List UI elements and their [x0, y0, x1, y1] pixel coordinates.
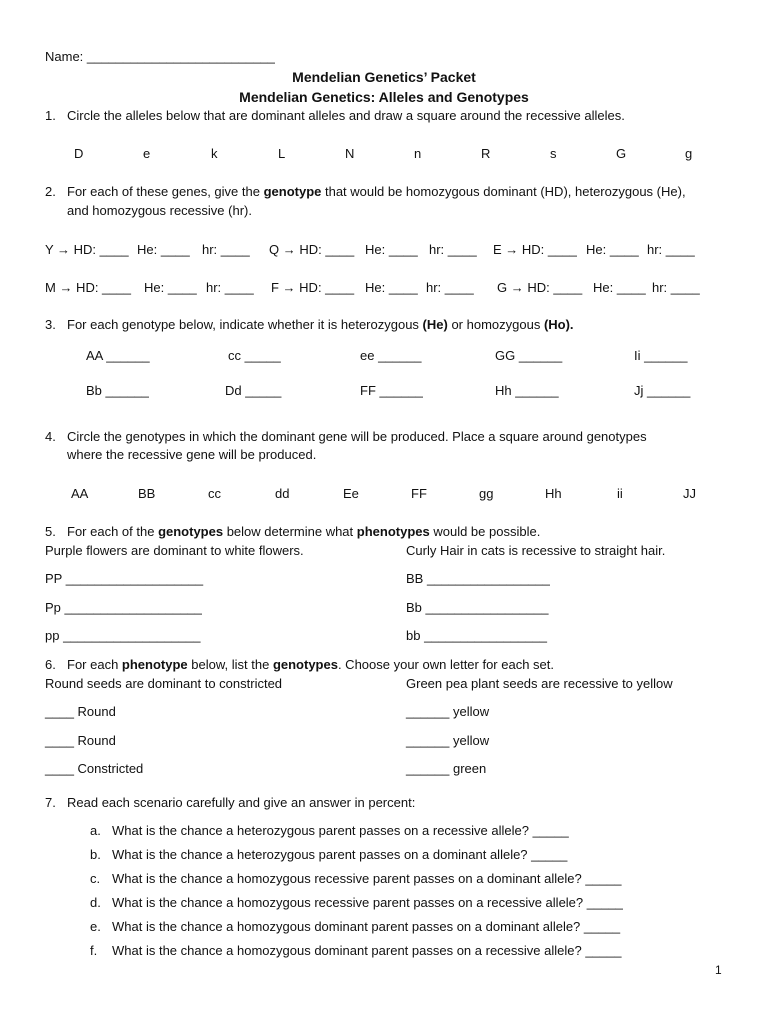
q7-item[interactable]: What is the chance a heterozygous parent passes on a recessive allele? _____ [112, 823, 569, 838]
q4-text-line2: where the recessive gene will be produced. [67, 447, 317, 462]
q3-bold-he: (He) [422, 317, 448, 332]
q3-text-a: For each genotype below, indicate whether it is heterozygous [67, 317, 423, 332]
q3-bold-ho: (Ho). [543, 317, 574, 332]
q2-text-b: that would be homozygous dominant (HD), heterozygous (He), [321, 184, 686, 199]
q2-blank[interactable]: hr: ____ [202, 242, 250, 257]
q1-number: 1. [45, 108, 56, 123]
packet-title: Mendelian Genetics’ Packet [292, 69, 476, 85]
allele[interactable]: n [414, 146, 422, 161]
q3-blank[interactable]: AA ______ [86, 348, 150, 363]
q4-number: 4. [45, 429, 56, 444]
allele[interactable]: D [74, 146, 84, 161]
q6-text-c: . Choose your own letter for each set. [337, 657, 555, 672]
section-title: Mendelian Genetics: Alleles and Genotypes [239, 89, 529, 105]
q5-left-item[interactable]: pp ___________________ [45, 628, 201, 643]
q3-blank[interactable]: Dd _____ [225, 383, 282, 398]
page-number: 1 [715, 963, 722, 977]
q3-row1 [0, 348, 768, 364]
q2-row2 [0, 280, 768, 296]
q2-blank[interactable]: Y → HD: ____ [45, 242, 129, 257]
q2-blank[interactable]: He: ____ [137, 242, 190, 257]
q7-item[interactable]: What is the chance a heterozygous parent passes on a dominant allele? _____ [112, 847, 568, 862]
q5-text-b: below determine what [223, 524, 357, 539]
genotype[interactable]: JJ [683, 486, 696, 501]
q5-right-item[interactable]: Bb _________________ [406, 600, 549, 615]
q3-blank[interactable]: GG ______ [495, 348, 563, 363]
q2-blank[interactable]: Q → HD: ____ [269, 242, 355, 257]
q6-number: 6. [45, 657, 56, 672]
q6-bold-genotypes: genotypes [272, 657, 338, 672]
genotype[interactable]: gg [479, 486, 494, 501]
q7-item-letter: f. [90, 943, 98, 958]
q2-text [67, 184, 686, 200]
q2-blank[interactable]: He: ____ [365, 242, 418, 257]
q2-blank[interactable]: hr: ____ [647, 242, 695, 257]
q6-bold-phenotype: phenotype [121, 657, 188, 672]
q6-text [67, 657, 554, 673]
q5-right-item[interactable]: BB _________________ [406, 571, 550, 586]
q2-text-a: For each of these genes, give the [67, 184, 264, 199]
q5-left-item[interactable]: PP ___________________ [45, 571, 204, 586]
allele[interactable]: G [616, 146, 627, 161]
q1-allele-row [0, 146, 768, 162]
q3-blank[interactable]: FF ______ [360, 383, 423, 398]
q6-left-item[interactable]: ____ Constricted [45, 761, 144, 776]
q2-blank[interactable]: He: ____ [365, 280, 418, 295]
q5-bold-genotypes: genotypes [158, 524, 224, 539]
q2-blank[interactable]: hr: ____ [429, 242, 477, 257]
q6-left-item[interactable]: ____ Round [45, 733, 116, 748]
q7-item[interactable]: What is the chance a homozygous recessive parent passes on a dominant allele? _____ [112, 871, 622, 886]
q7-item-letter: d. [90, 895, 101, 910]
q5-text [67, 524, 540, 540]
q5-text-c: would be possible. [429, 524, 541, 539]
q2-blank[interactable]: G → HD: ____ [497, 280, 583, 295]
q2-blank[interactable]: He: ____ [144, 280, 197, 295]
allele[interactable]: k [211, 146, 218, 161]
q6-left-heading: Round seeds are dominant to constricted [45, 676, 283, 691]
allele[interactable]: R [481, 146, 491, 161]
q5-bold-phenotypes: phenotypes [356, 524, 430, 539]
q3-blank[interactable]: Jj ______ [634, 383, 691, 398]
q3-blank[interactable]: cc _____ [228, 348, 281, 363]
q7-item-letter: c. [90, 871, 101, 886]
q3-text-b: or homozygous [447, 317, 544, 332]
genotype[interactable]: FF [411, 486, 427, 501]
q3-row2 [0, 383, 768, 399]
q3-number: 3. [45, 317, 56, 332]
genotype[interactable]: dd [275, 486, 290, 501]
q7-text: Read each scenario carefully and give an answer in percent: [67, 795, 416, 810]
q2-number: 2. [45, 184, 56, 199]
q2-blank[interactable]: He: ____ [586, 242, 639, 257]
q4-genotype-row [0, 486, 768, 502]
q5-left-item[interactable]: Pp ___________________ [45, 600, 202, 615]
name-field[interactable]: Name: __________________________ [45, 49, 275, 64]
q6-right-item[interactable]: ______ green [406, 761, 487, 776]
genotype[interactable]: AA [71, 486, 89, 501]
q2-text-line2: and homozygous recessive (hr). [67, 203, 252, 218]
q2-blank[interactable]: hr: ____ [652, 280, 700, 295]
q6-left-item[interactable]: ____ Round [45, 704, 116, 719]
q5-left-heading: Purple flowers are dominant to white flowers. [45, 543, 304, 558]
q5-right-item[interactable]: bb _________________ [406, 628, 547, 643]
allele[interactable]: L [278, 146, 286, 161]
q7-item[interactable]: What is the chance a homozygous dominant parent passes on a recessive allele? _____ [112, 943, 622, 958]
q7-item[interactable]: What is the chance a homozygous dominant parent passes on a dominant allele? _____ [112, 919, 621, 934]
q6-right-item[interactable]: ______ yellow [406, 733, 490, 748]
q3-blank[interactable]: Ii ______ [634, 348, 688, 363]
allele[interactable]: s [550, 146, 557, 161]
q3-blank[interactable]: ee ______ [360, 348, 422, 363]
q7-number: 7. [45, 795, 56, 810]
q1-text: Circle the alleles below that are dominant alleles and draw a square around the recessive alleles. [67, 108, 625, 123]
q3-blank[interactable]: Hh ______ [495, 383, 559, 398]
allele[interactable]: g [685, 146, 693, 161]
genotype[interactable]: cc [208, 486, 221, 501]
genotype[interactable]: Hh [545, 486, 562, 501]
allele[interactable]: N [345, 146, 355, 161]
q2-row1 [0, 242, 768, 258]
q5-text-a: For each of the [67, 524, 159, 539]
q5-right-heading: Curly Hair in cats is recessive to straight hair. [406, 543, 666, 558]
q2-blank[interactable]: hr: ____ [206, 280, 254, 295]
q6-text-a: For each [67, 657, 122, 672]
allele[interactable]: e [143, 146, 151, 161]
q7-item-letter: a. [90, 823, 101, 838]
genotype[interactable]: BB [138, 486, 156, 501]
q3-blank[interactable]: Bb ______ [86, 383, 149, 398]
q5-number: 5. [45, 524, 56, 539]
q2-bold: genotype [263, 184, 322, 199]
q2-blank[interactable]: M → HD: ____ [45, 280, 131, 295]
q6-right-heading: Green pea plant seeds are recessive to yellow [406, 676, 673, 691]
q7-item-letter: e. [90, 919, 101, 934]
q7-item[interactable]: What is the chance a homozygous recessive parent passes on a recessive allele? _____ [112, 895, 623, 910]
q6-right-item[interactable]: ______ yellow [406, 704, 490, 719]
q2-blank[interactable]: He: ____ [593, 280, 646, 295]
q4-text: Circle the genotypes in which the dominant gene will be produced. Place a square around genotypes [67, 429, 647, 444]
q6-text-b: below, list the [187, 657, 273, 672]
q2-blank[interactable]: F → HD: ____ [271, 280, 355, 295]
q2-blank[interactable]: E → HD: ____ [493, 242, 577, 257]
q3-text [67, 317, 574, 333]
genotype[interactable]: Ee [343, 486, 359, 501]
genotype[interactable]: ii [617, 486, 623, 501]
q2-blank[interactable]: hr: ____ [426, 280, 474, 295]
q7-item-letter: b. [90, 847, 101, 862]
